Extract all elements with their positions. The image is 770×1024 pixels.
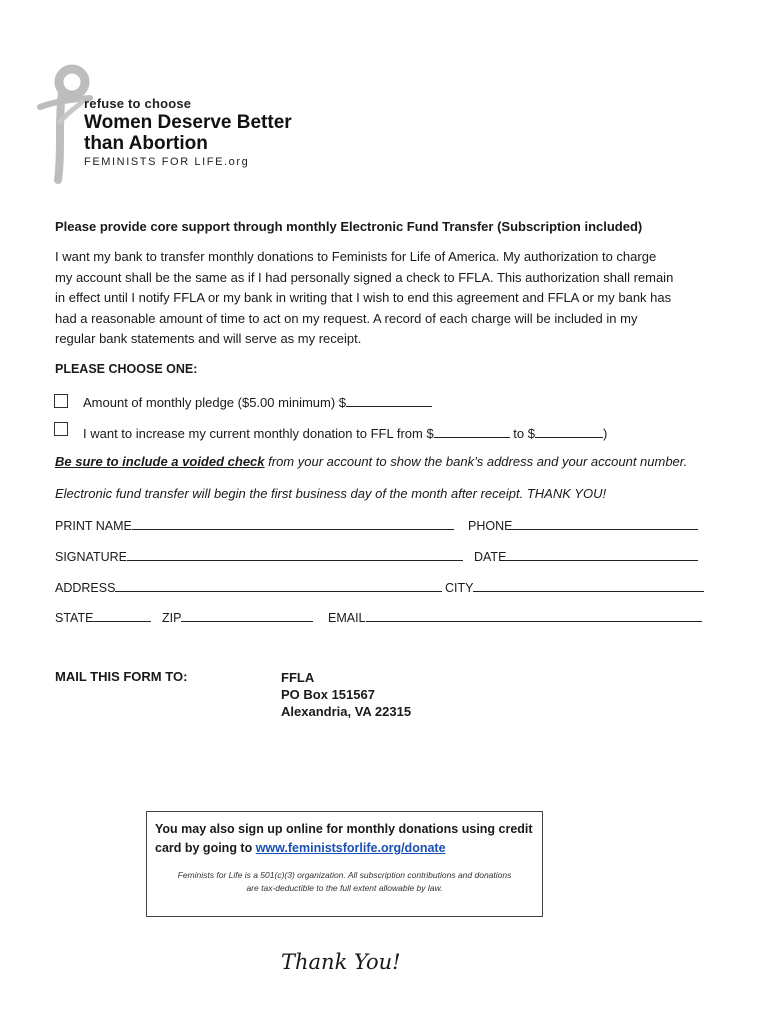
phone-label: PHONE	[468, 519, 513, 533]
zip-label: ZIP	[162, 611, 182, 625]
address-label: ADDRESS	[55, 581, 116, 595]
increase-donation-checkbox[interactable]	[54, 422, 68, 436]
logo-tagline: refuse to choose	[84, 96, 192, 111]
online-signup-prefix: card by going to	[155, 841, 256, 855]
form-heading: Please provide core support through monthly Electronic Fund Transfer (Subscription included)	[55, 219, 643, 234]
date-label: DATE	[474, 550, 507, 564]
paragraph-line: had a reasonable amount of time to act on my request. A record of each charge will be included in my	[55, 310, 638, 326]
current-amount-field[interactable]	[434, 425, 510, 438]
voided-check-emphasis: Be sure to include a voided check	[55, 454, 265, 469]
email-field[interactable]	[366, 609, 702, 622]
new-amount-field[interactable]	[535, 425, 603, 438]
phone-field[interactable]	[512, 517, 698, 530]
print-name-label: PRINT NAME	[55, 519, 132, 533]
logo-headline-line2: than Abortion	[84, 133, 208, 154]
signature-field[interactable]	[127, 548, 463, 561]
online-signup-box	[146, 811, 543, 917]
increase-label-to: to $	[509, 426, 535, 441]
zip-row	[162, 609, 313, 625]
thank-you-signoff: Thank You!	[281, 950, 401, 974]
tax-note-line1: Feminists for Life is a 501(c)(3) organization. All subscription contributions and donations	[177, 870, 512, 880]
mailing-address-line: PO Box 151567	[281, 687, 375, 702]
monthly-pledge-checkbox[interactable]	[54, 394, 68, 408]
signature-label: SIGNATURE	[55, 550, 127, 564]
zip-field[interactable]	[181, 609, 313, 622]
mailing-address	[281, 669, 411, 720]
tax-note-line2: are tax-deductible to the full extent allowable by law.	[246, 883, 443, 893]
city-field[interactable]	[473, 579, 704, 592]
increase-donation-option	[83, 425, 607, 441]
paragraph-line: I want my bank to transfer monthly donations to Feminists for Life of America. My authorization to charge	[55, 249, 657, 264]
address-row	[55, 579, 442, 595]
choose-one-label: PLEASE CHOOSE ONE:	[55, 362, 198, 376]
signature-row	[55, 548, 463, 564]
email-label: EMAIL	[328, 611, 366, 625]
print-name-row	[55, 517, 454, 533]
online-signup-text-line2	[155, 841, 446, 855]
city-label: CITY	[445, 581, 474, 595]
eft-start-note: Electronic fund transfer will begin the first business day of the month after receipt. THANK YOU!	[55, 486, 607, 501]
paragraph-line: regular bank statements and will serve as my receipt.	[55, 331, 362, 347]
date-field[interactable]	[506, 548, 698, 561]
pledge-amount-field[interactable]	[346, 394, 432, 407]
authorization-paragraph	[55, 247, 720, 350]
online-signup-text-line1: You may also sign up online for monthly donations using credit	[155, 822, 533, 836]
paragraph-line: in effect until I notify FFLA or my bank in writing that I wish to end this agreement and FFLA or my bank has	[55, 290, 672, 306]
voided-check-rest: from your account to show the bank’s address and your account number.	[264, 454, 688, 469]
monthly-pledge-label: Amount of monthly pledge ($5.00 minimum) $	[83, 395, 347, 410]
mailing-address-line: FFLA	[281, 670, 315, 685]
ffl-logo	[32, 62, 332, 192]
monthly-pledge-option	[83, 394, 432, 410]
address-field[interactable]	[115, 579, 442, 592]
mailing-address-line: Alexandria, VA 22315	[281, 704, 412, 719]
state-label: STATE	[55, 611, 94, 625]
print-name-field[interactable]	[132, 517, 454, 530]
increase-label-from: I want to increase my current monthly donation to FFL from $	[83, 426, 434, 441]
state-field[interactable]	[93, 609, 151, 622]
paragraph-line: my account shall be the same as if I had personally signed a check to FFLA. This authorization shall remain	[55, 269, 674, 285]
state-row	[55, 609, 151, 625]
increase-label-close: )	[602, 426, 608, 441]
logo-org-name: FEMINISTS FOR LIFE.org	[84, 156, 250, 168]
mail-form-label: MAIL THIS FORM TO:	[55, 669, 188, 684]
logo-headline-line1: Women Deserve Better	[84, 112, 292, 133]
email-row	[328, 609, 702, 625]
phone-row	[468, 517, 698, 533]
voided-check-note	[55, 454, 687, 469]
city-row	[445, 579, 704, 595]
donate-link[interactable]: www.feministsforlife.org/donate	[255, 841, 446, 855]
date-row	[474, 548, 698, 564]
